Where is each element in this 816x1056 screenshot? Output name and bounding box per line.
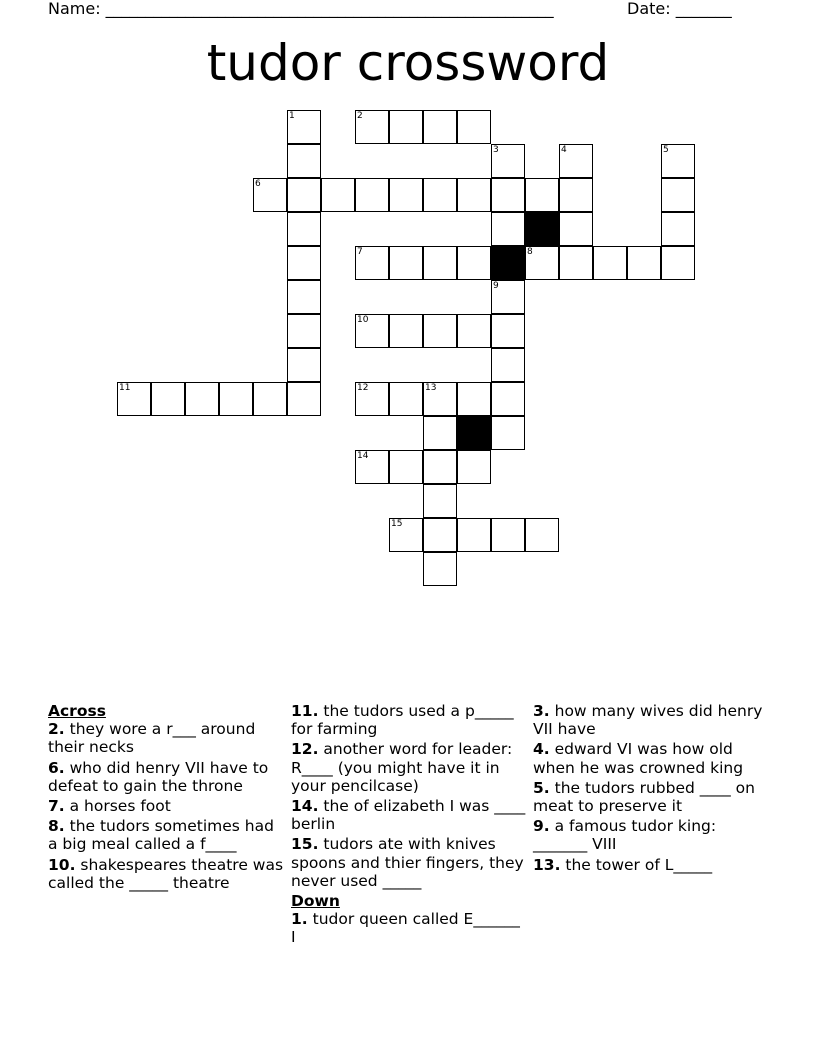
grid-cell[interactable]: [355, 382, 389, 416]
across-clue-11: [291, 702, 527, 738]
grid-cell[interactable]: [355, 178, 389, 212]
clue-number-label: 2: [357, 111, 363, 121]
clue-number-label: 5: [663, 145, 669, 155]
grid-cell[interactable]: [457, 382, 491, 416]
clue-number: 4.: [533, 740, 550, 759]
grid-cell[interactable]: [491, 382, 525, 416]
clue-number-label: 6: [255, 179, 261, 189]
across-clue-7: [48, 797, 284, 815]
grid-cell[interactable]: [559, 212, 593, 246]
grid-cell[interactable]: [525, 178, 559, 212]
clue-number: 12.: [291, 740, 319, 759]
grid-cell[interactable]: [389, 110, 423, 144]
grid-cell[interactable]: [355, 110, 389, 144]
clue-text: the tudors sometimes had a big meal called a f____: [48, 817, 274, 854]
clues-column-1: [48, 702, 284, 894]
grid-cell[interactable]: [423, 484, 457, 518]
across-clue-2: [48, 720, 284, 756]
clue-number: 15.: [291, 835, 319, 854]
grid-cell[interactable]: [389, 518, 423, 552]
date-field: Date: _______: [627, 0, 732, 18]
clue-text: the of elizabeth I was ____ berlin: [291, 797, 526, 834]
grid-cell[interactable]: [559, 144, 593, 178]
grid-cell[interactable]: [661, 246, 695, 280]
grid-cell[interactable]: [491, 416, 525, 450]
clue-text: the tower of L_____: [560, 855, 713, 874]
across-clue-15: [291, 835, 527, 890]
clue-number-label: 13: [425, 383, 437, 393]
grid-cell[interactable]: [457, 110, 491, 144]
name-field: Name: ________________________________________________________: [48, 0, 554, 18]
grid-cell[interactable]: [661, 144, 695, 178]
grid-cell[interactable]: [423, 450, 457, 484]
page-title: tudor crossword: [206, 34, 610, 92]
grid-cell[interactable]: [457, 518, 491, 552]
grid-cell[interactable]: [287, 212, 321, 246]
clue-text: edward VI was how old when he was crowned king: [533, 740, 744, 777]
clue-number: 14.: [291, 797, 319, 816]
down-clue-4: [533, 740, 773, 776]
grid-block: [525, 212, 559, 246]
down-clue-5: [533, 779, 773, 815]
clue-number: 2.: [48, 720, 65, 739]
clue-number-label: 4: [561, 145, 567, 155]
grid-cell[interactable]: [525, 246, 559, 280]
clue-text: tudor queen called E______ I: [291, 910, 520, 947]
clue-text: how many wives did henry VII have: [533, 702, 763, 739]
grid-cell[interactable]: [389, 450, 423, 484]
clue-number-label: 9: [493, 281, 499, 291]
grid-cell[interactable]: [287, 348, 321, 382]
grid-cell[interactable]: [287, 314, 321, 348]
grid-cell[interactable]: [423, 416, 457, 450]
grid-cell[interactable]: [185, 382, 219, 416]
grid-cell[interactable]: [457, 178, 491, 212]
grid-cell[interactable]: [389, 382, 423, 416]
down-clue-3: [533, 702, 773, 738]
clue-number-label: 7: [357, 247, 363, 257]
clues-column-2: [291, 702, 527, 949]
grid-block: [491, 246, 525, 280]
grid-cell[interactable]: [559, 178, 593, 212]
clue-number: 13.: [533, 855, 561, 874]
across-heading: Across: [48, 702, 106, 720]
clue-text: the tudors rubbed ____ on meat to preserve it: [533, 778, 755, 816]
grid-cell[interactable]: [491, 178, 525, 212]
across-clue-8: [48, 817, 284, 853]
grid-cell[interactable]: [423, 246, 457, 280]
grid-cell[interactable]: [457, 450, 491, 484]
clue-number-label: 10: [357, 315, 369, 325]
clue-text: tudors ate with knives spoons and thier fingers, they never used _____: [291, 835, 524, 890]
grid-cell[interactable]: [321, 178, 355, 212]
grid-cell[interactable]: [117, 382, 151, 416]
grid-cell[interactable]: [661, 178, 695, 212]
grid-cell[interactable]: [593, 246, 627, 280]
grid-cell[interactable]: [423, 178, 457, 212]
clue-text: they wore a r___ around their necks: [48, 720, 256, 757]
grid-cell[interactable]: [253, 382, 287, 416]
grid-cell[interactable]: [287, 144, 321, 178]
down-clue-13: [533, 856, 773, 874]
clue-number: 8.: [48, 817, 65, 836]
grid-cell[interactable]: [287, 110, 321, 144]
clue-number: 7.: [48, 797, 65, 816]
grid-cell[interactable]: [457, 246, 491, 280]
grid-block: [457, 416, 491, 450]
grid-cell[interactable]: [627, 246, 661, 280]
grid-cell[interactable]: [287, 280, 321, 314]
clues-column-3: [533, 702, 773, 876]
clue-number-label: 15: [391, 519, 403, 529]
down-heading: Down: [291, 892, 340, 911]
clue-text: a horses foot: [64, 797, 171, 816]
grid-cell[interactable]: [253, 178, 287, 212]
grid-cell[interactable]: [525, 518, 559, 552]
clue-number-label: 3: [493, 145, 499, 155]
grid-cell[interactable]: [423, 518, 457, 552]
grid-cell[interactable]: [389, 246, 423, 280]
clue-number-label: 12: [357, 383, 369, 393]
grid-cell[interactable]: [287, 178, 321, 212]
clue-number-label: 14: [357, 451, 369, 461]
grid-cell[interactable]: [355, 246, 389, 280]
grid-cell[interactable]: [423, 110, 457, 144]
clue-number: 9.: [533, 817, 550, 836]
clue-number-label: 11: [119, 383, 131, 393]
down-clue-1: [291, 910, 527, 946]
across-clue-10: [48, 856, 284, 892]
grid-cell[interactable]: [559, 246, 593, 280]
grid-cell[interactable]: [491, 144, 525, 178]
grid-cell[interactable]: [491, 518, 525, 552]
clue-text: the tudors used a p_____ for farming: [291, 702, 514, 739]
clue-number: 3.: [533, 702, 550, 720]
across-clue-12: [291, 740, 527, 795]
clue-text: who did henry VII have to defeat to gain the throne: [48, 758, 269, 795]
down-clue-9: [533, 817, 773, 853]
grid-cell[interactable]: [389, 178, 423, 212]
grid-cell[interactable]: [287, 246, 321, 280]
across-clue-14: [291, 797, 527, 833]
grid-cell[interactable]: [287, 382, 321, 416]
grid-cell[interactable]: [491, 280, 525, 314]
grid-cell[interactable]: [355, 450, 389, 484]
grid-cell[interactable]: [219, 382, 253, 416]
grid-cell[interactable]: [491, 348, 525, 382]
clue-text: another word for leader: R____ (you might have it in your pencilcase): [291, 740, 513, 795]
clue-number: 1.: [291, 910, 308, 929]
clue-number-label: 1: [289, 111, 295, 121]
grid-cell[interactable]: [423, 552, 457, 586]
grid-cell[interactable]: [491, 212, 525, 246]
clue-number: 6.: [48, 758, 65, 777]
clue-number: 5.: [533, 778, 550, 797]
grid-cell[interactable]: [355, 314, 389, 348]
grid-cell[interactable]: [389, 314, 423, 348]
grid-cell[interactable]: [151, 382, 185, 416]
grid-cell[interactable]: [457, 314, 491, 348]
grid-cell[interactable]: [661, 212, 695, 246]
across-clue-6: [48, 759, 284, 795]
clue-number-label: 8: [527, 247, 533, 257]
clue-number: 10.: [48, 855, 76, 874]
clue-number: 11.: [291, 702, 319, 720]
grid-cell[interactable]: [423, 314, 457, 348]
grid-cell[interactable]: [423, 382, 457, 416]
grid-cell[interactable]: [491, 314, 525, 348]
clue-text: shakespeares theatre was called the _____ theatre: [48, 855, 284, 892]
clue-text: a famous tudor king: _______ VIII: [533, 817, 717, 854]
